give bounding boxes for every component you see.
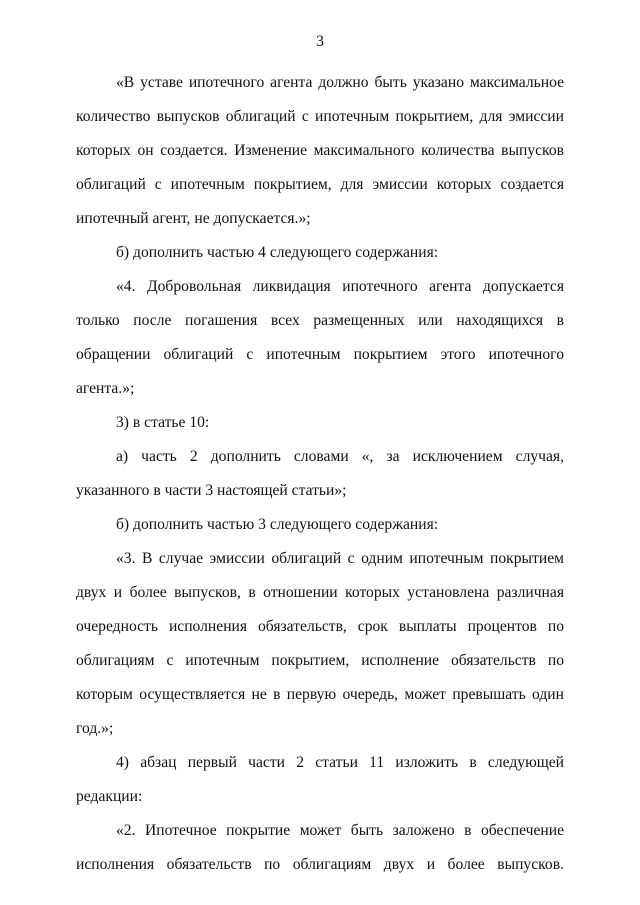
paragraph-add-part-4: б) дополнить частью 4 следующего содержания: <box>116 244 439 261</box>
page-number: 3 <box>316 33 324 50</box>
paragraph-mortgage-cover-pledge: «2. Ипотечное покрытие может быть заложено в обеспечение исполнения обязательств по облигациям двух и более выпусков. <box>76 822 564 873</box>
paragraph-add-part-3: б) дополнить частью 3 следующего содержания: <box>116 516 439 533</box>
document-body <box>76 66 564 882</box>
paragraph-multiple-issues: «3. В случае эмиссии облигаций с одним ипотечным покрытием двух и более выпусков, в отношении которых установлена различная очередность исполнения обязательств, срок выплаты процентов по облигациям с ипотечным покрытием, исполнение обязательств по которым осуществляется не в первую очередь, может превышать один год.»; <box>76 550 564 737</box>
paragraph-article-10: 3) в статье 10: <box>116 414 210 431</box>
paragraph-charter-emission-limit: «В уставе ипотечного агента должно быть указано максимальное количество выпусков облигаций с ипотечным покрытием, для эмиссии которых он создается. Изменение максимального количества выпусков облигаций с ипотечным покрытием, для эмиссии которых создается ипотечный агент, не допускается.»; <box>76 74 564 227</box>
paragraph-part-2-amendment: а) часть 2 дополнить словами «, за исключением случая, указанного в части 3 настоящей статьи»; <box>76 448 564 499</box>
paragraph-article-11: 4) абзац первый части 2 статьи 11 изложить в следующей редакции: <box>76 754 564 805</box>
paragraph-voluntary-liquidation: «4. Добровольная ликвидация ипотечного агента допускается только после погашения всех размещенных или находящихся в обращении облигаций с ипотечным покрытием этого ипотечного агента.»; <box>76 278 564 397</box>
